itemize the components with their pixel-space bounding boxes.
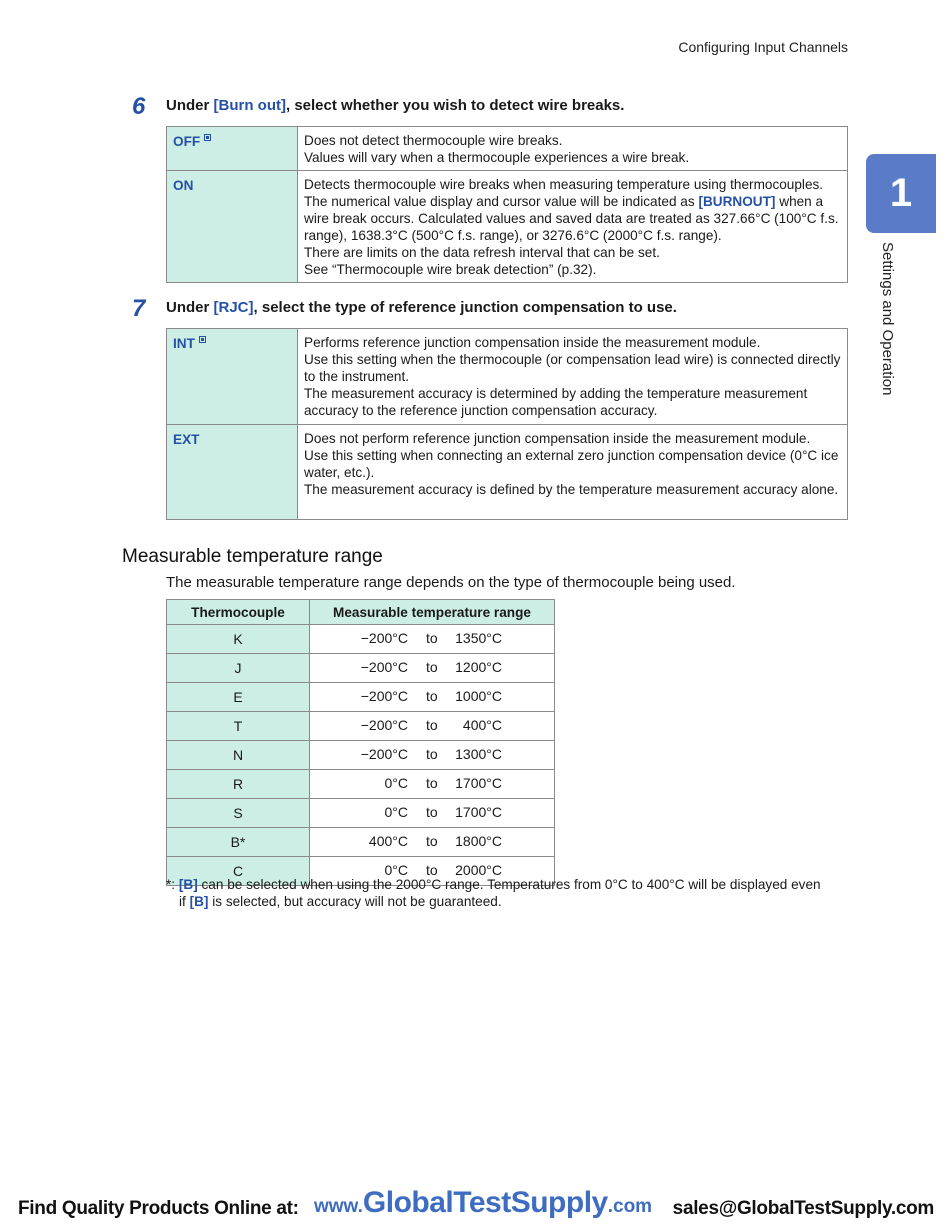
option-key: OFF — [167, 127, 298, 171]
option-description: Does not detect thermocouple wire breaks. Values will vary when a thermocouple experiences a wire break. — [298, 127, 848, 171]
option-key: ON — [167, 171, 298, 283]
thermocouple-cell: N — [167, 741, 310, 770]
thermocouple-cell: E — [167, 683, 310, 712]
column-header-thermocouple: Thermocouple — [167, 600, 310, 625]
option-description: Performs reference junction compensation inside the measurement module. Use this setting when the thermocouple (or compensation lead wire) is connected directly to the instrument. The measurement accuracy is determined by adding the temperature measurement accuracy to the reference junction compensation accuracy. — [298, 329, 848, 425]
chapter-side-label: Settings and Operation — [879, 242, 896, 396]
email-link[interactable]: sales@GlobalTestSupply.com — [672, 1198, 934, 1219]
range-cell: −200°C to 400°C — [310, 712, 555, 741]
table-row — [167, 654, 555, 683]
footnote: *: [B] can be selected when using the 2000°C range. Temperatures from 0°C to 400°C will be displayed even if [B] is selected, but accuracy will not be guaranteed. — [166, 877, 821, 909]
step-number: 6 — [132, 93, 146, 120]
table-row — [167, 683, 555, 712]
column-header-range: Measurable temperature range — [310, 600, 555, 625]
range-cell: −200°C to 1200°C — [310, 654, 555, 683]
range-cell: 0°C to 2000°C — [310, 857, 555, 886]
footer-banner — [0, 1186, 950, 1226]
thermocouple-cell: J — [167, 654, 310, 683]
step-text: Under [Burn out], select whether you wish to detect wire breaks. — [166, 97, 625, 114]
thermocouple-cell: T — [167, 712, 310, 741]
thermocouple-cell: K — [167, 625, 310, 654]
thermocouple-cell: S — [167, 799, 310, 828]
table-row — [167, 329, 848, 425]
table-header-row — [167, 600, 555, 625]
option-key: EXT — [167, 425, 298, 520]
chapter-tab: 1 — [866, 154, 936, 233]
default-setting-icon — [199, 336, 206, 343]
option-description: Detects thermocouple wire breaks when measuring temperature using thermocouples. The numerical value display and cursor value will be indicated as [BURNOUT] when a wire break occurs. Calculated values and saved data are treated as 327.66°C (100°C f.s. range), 1638.3°C (500°C f.s. range), or 3276.6°C (2000°C f.s. range). There are limits on the data refresh interval that can be set. See “Thermocouple wire break detection” (p.32). — [298, 171, 848, 283]
table-row — [167, 425, 848, 520]
table-row — [167, 171, 848, 283]
default-setting-icon — [204, 134, 211, 141]
table-row — [167, 712, 555, 741]
table-row — [167, 799, 555, 828]
footer-tagline: Find Quality Products Online at: — [18, 1198, 299, 1219]
option-description: Does not perform reference junction compensation inside the measurement module. Use this setting when connecting an external zero junction compensation device (0°C ice water, etc.). The measurement accuracy is defined by the temperature measurement accuracy alone. — [298, 425, 848, 520]
temperature-range-table — [166, 599, 555, 886]
step-number: 7 — [132, 295, 146, 322]
range-cell: −200°C to 1000°C — [310, 683, 555, 712]
thermocouple-cell: C — [167, 857, 310, 886]
rjc-options-table — [166, 328, 848, 520]
page-header: Configuring Input Channels — [678, 39, 848, 55]
table-row — [167, 828, 555, 857]
range-cell: 400°C to 1800°C — [310, 828, 555, 857]
range-cell: 0°C to 1700°C — [310, 770, 555, 799]
table-row — [167, 127, 848, 171]
option-key: INT — [167, 329, 298, 425]
range-cell: −200°C to 1300°C — [310, 741, 555, 770]
section-heading: Measurable temperature range — [122, 546, 383, 567]
website-link[interactable]: www.GlobalTestSupply.com — [314, 1186, 653, 1219]
range-cell: −200°C to 1350°C — [310, 625, 555, 654]
thermocouple-cell: R — [167, 770, 310, 799]
table-row — [167, 770, 555, 799]
table-row — [167, 741, 555, 770]
table-row — [167, 625, 555, 654]
range-cell: 0°C to 1700°C — [310, 799, 555, 828]
section-intro: The measurable temperature range depends on the type of thermocouple being used. — [166, 574, 736, 591]
step-text: Under [RJC], select the type of reference junction compensation to use. — [166, 299, 677, 316]
burn-out-options-table — [166, 126, 848, 283]
thermocouple-cell: B* — [167, 828, 310, 857]
